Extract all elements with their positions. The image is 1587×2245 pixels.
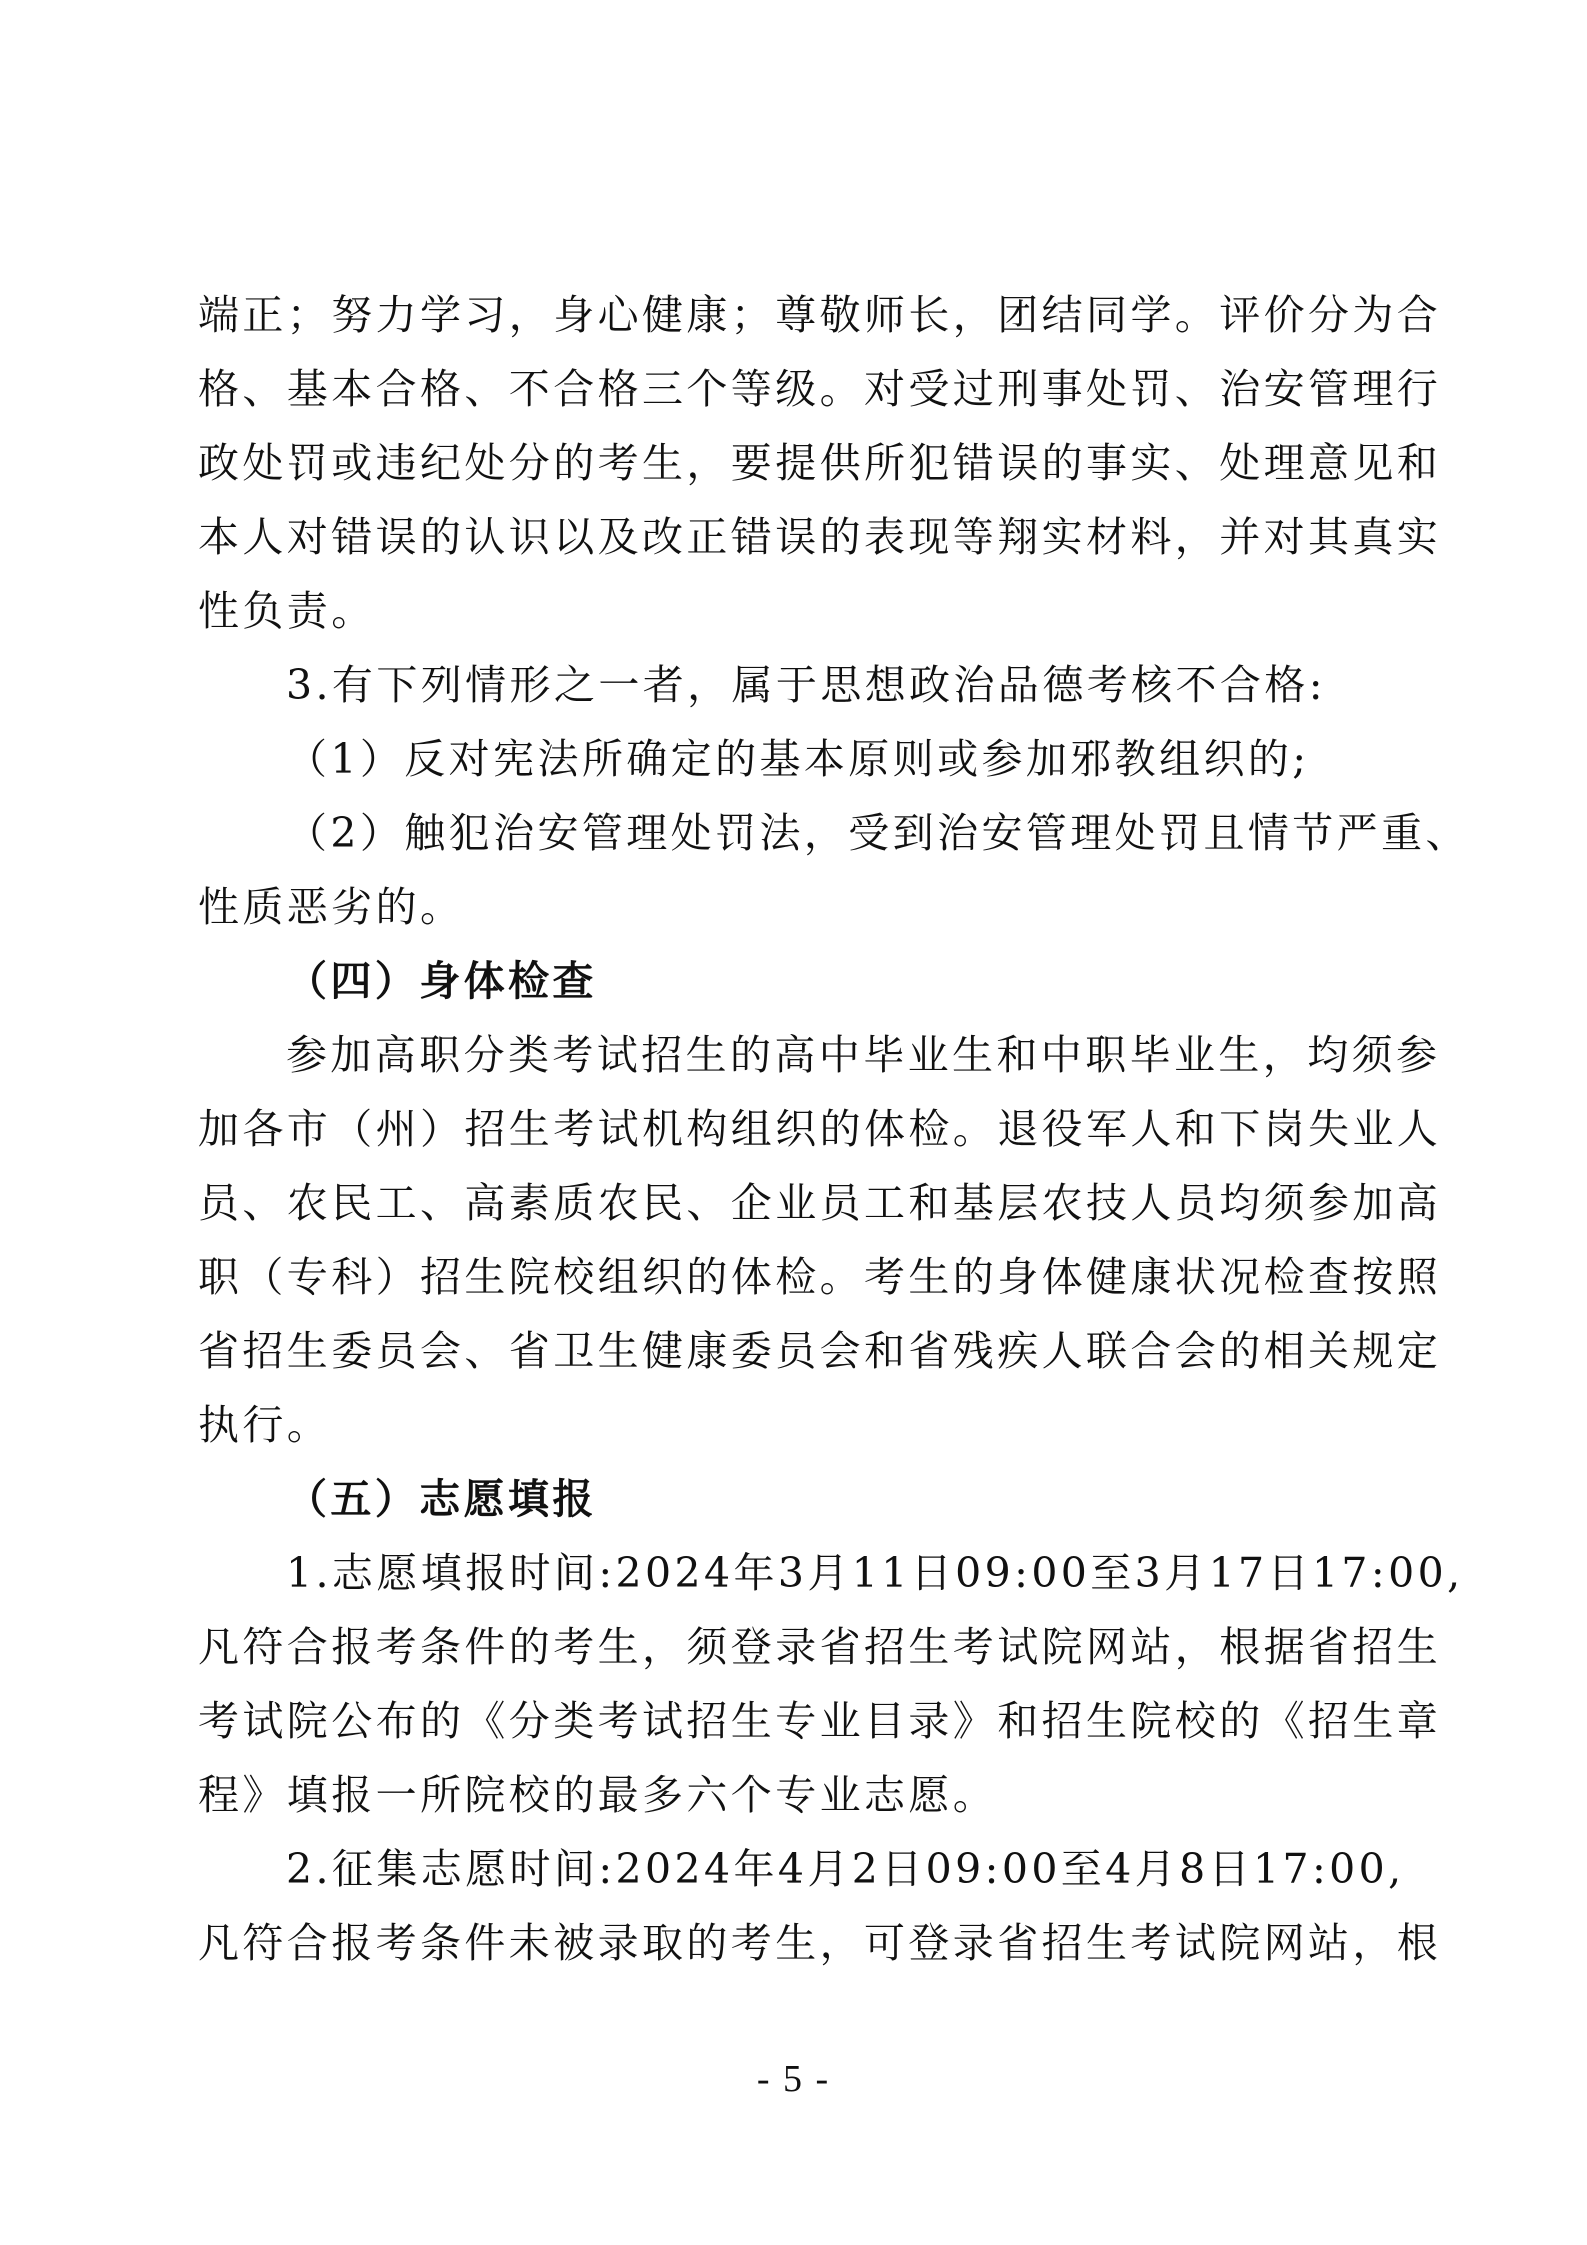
- text-line: 员、农民工、高素质农民、企业员工和基层农技人员均须参加高: [198, 1179, 1442, 1227]
- text-line: 参加高职分类考试招生的高中毕业生和中职毕业生，均须参: [286, 1031, 1441, 1079]
- text-line: 省招生委员会、省卫生健康委员会和省残疾人联合会的相关规定: [198, 1327, 1442, 1375]
- text-line: 凡符合报考条件未被录取的考生，可登录省招生考试院网站，根: [198, 1919, 1442, 1967]
- text-line: 端正；努力学习，身心健康；尊敬师长，团结同学。评价分为合: [198, 291, 1442, 339]
- text-line: 执行。: [198, 1401, 332, 1449]
- text-line: 本人对错误的认识以及改正错误的表现等翔实材料，并对其真实: [198, 513, 1442, 561]
- page-number: - 5 -: [756, 2058, 831, 2100]
- section-heading-physical-exam: （四）身体检查: [286, 957, 597, 1005]
- text-line: 政处罚或违纪处分的考生，要提供所犯错误的事实、处理意见和: [198, 439, 1442, 487]
- text-line: 加各市（州）招生考试机构组织的体检。退役军人和下岗失业人: [198, 1105, 1442, 1153]
- text-line: 性负责。: [198, 587, 376, 635]
- text-line: 2.征集志愿时间:2024年4月2日09:00至4月8日17:00,: [286, 1845, 1405, 1893]
- text-line: 考试院公布的《分类考试招生专业目录》和招生院校的《招生章: [198, 1697, 1442, 1745]
- text-line: （2）触犯治安管理处罚法，受到治安管理处罚且情节严重、: [286, 809, 1470, 857]
- body-text: [198, 278, 1470, 1980]
- text-line: 性质恶劣的。: [198, 883, 465, 931]
- text-line: 格、基本合格、不合格三个等级。对受过刑事处罚、治安管理行: [198, 365, 1442, 413]
- section-heading-application: （五）志愿填报: [286, 1475, 597, 1523]
- text-line: 程》填报一所院校的最多六个专业志愿。: [198, 1771, 998, 1819]
- text-line: 1.志愿填报时间:2024年3月11日09:00至3月17日17:00,: [286, 1549, 1464, 1597]
- text-line: （1）反对宪法所确定的基本原则或参加邪教组织的;: [286, 735, 1310, 783]
- text-line: 3.有下列情形之一者，属于思想政治品德考核不合格:: [286, 661, 1326, 709]
- text-line: 凡符合报考条件的考生，须登录省招生考试院网站，根据省招生: [198, 1623, 1442, 1671]
- text-line: 职（专科）招生院校组织的体检。考生的身体健康状况检查按照: [198, 1253, 1442, 1301]
